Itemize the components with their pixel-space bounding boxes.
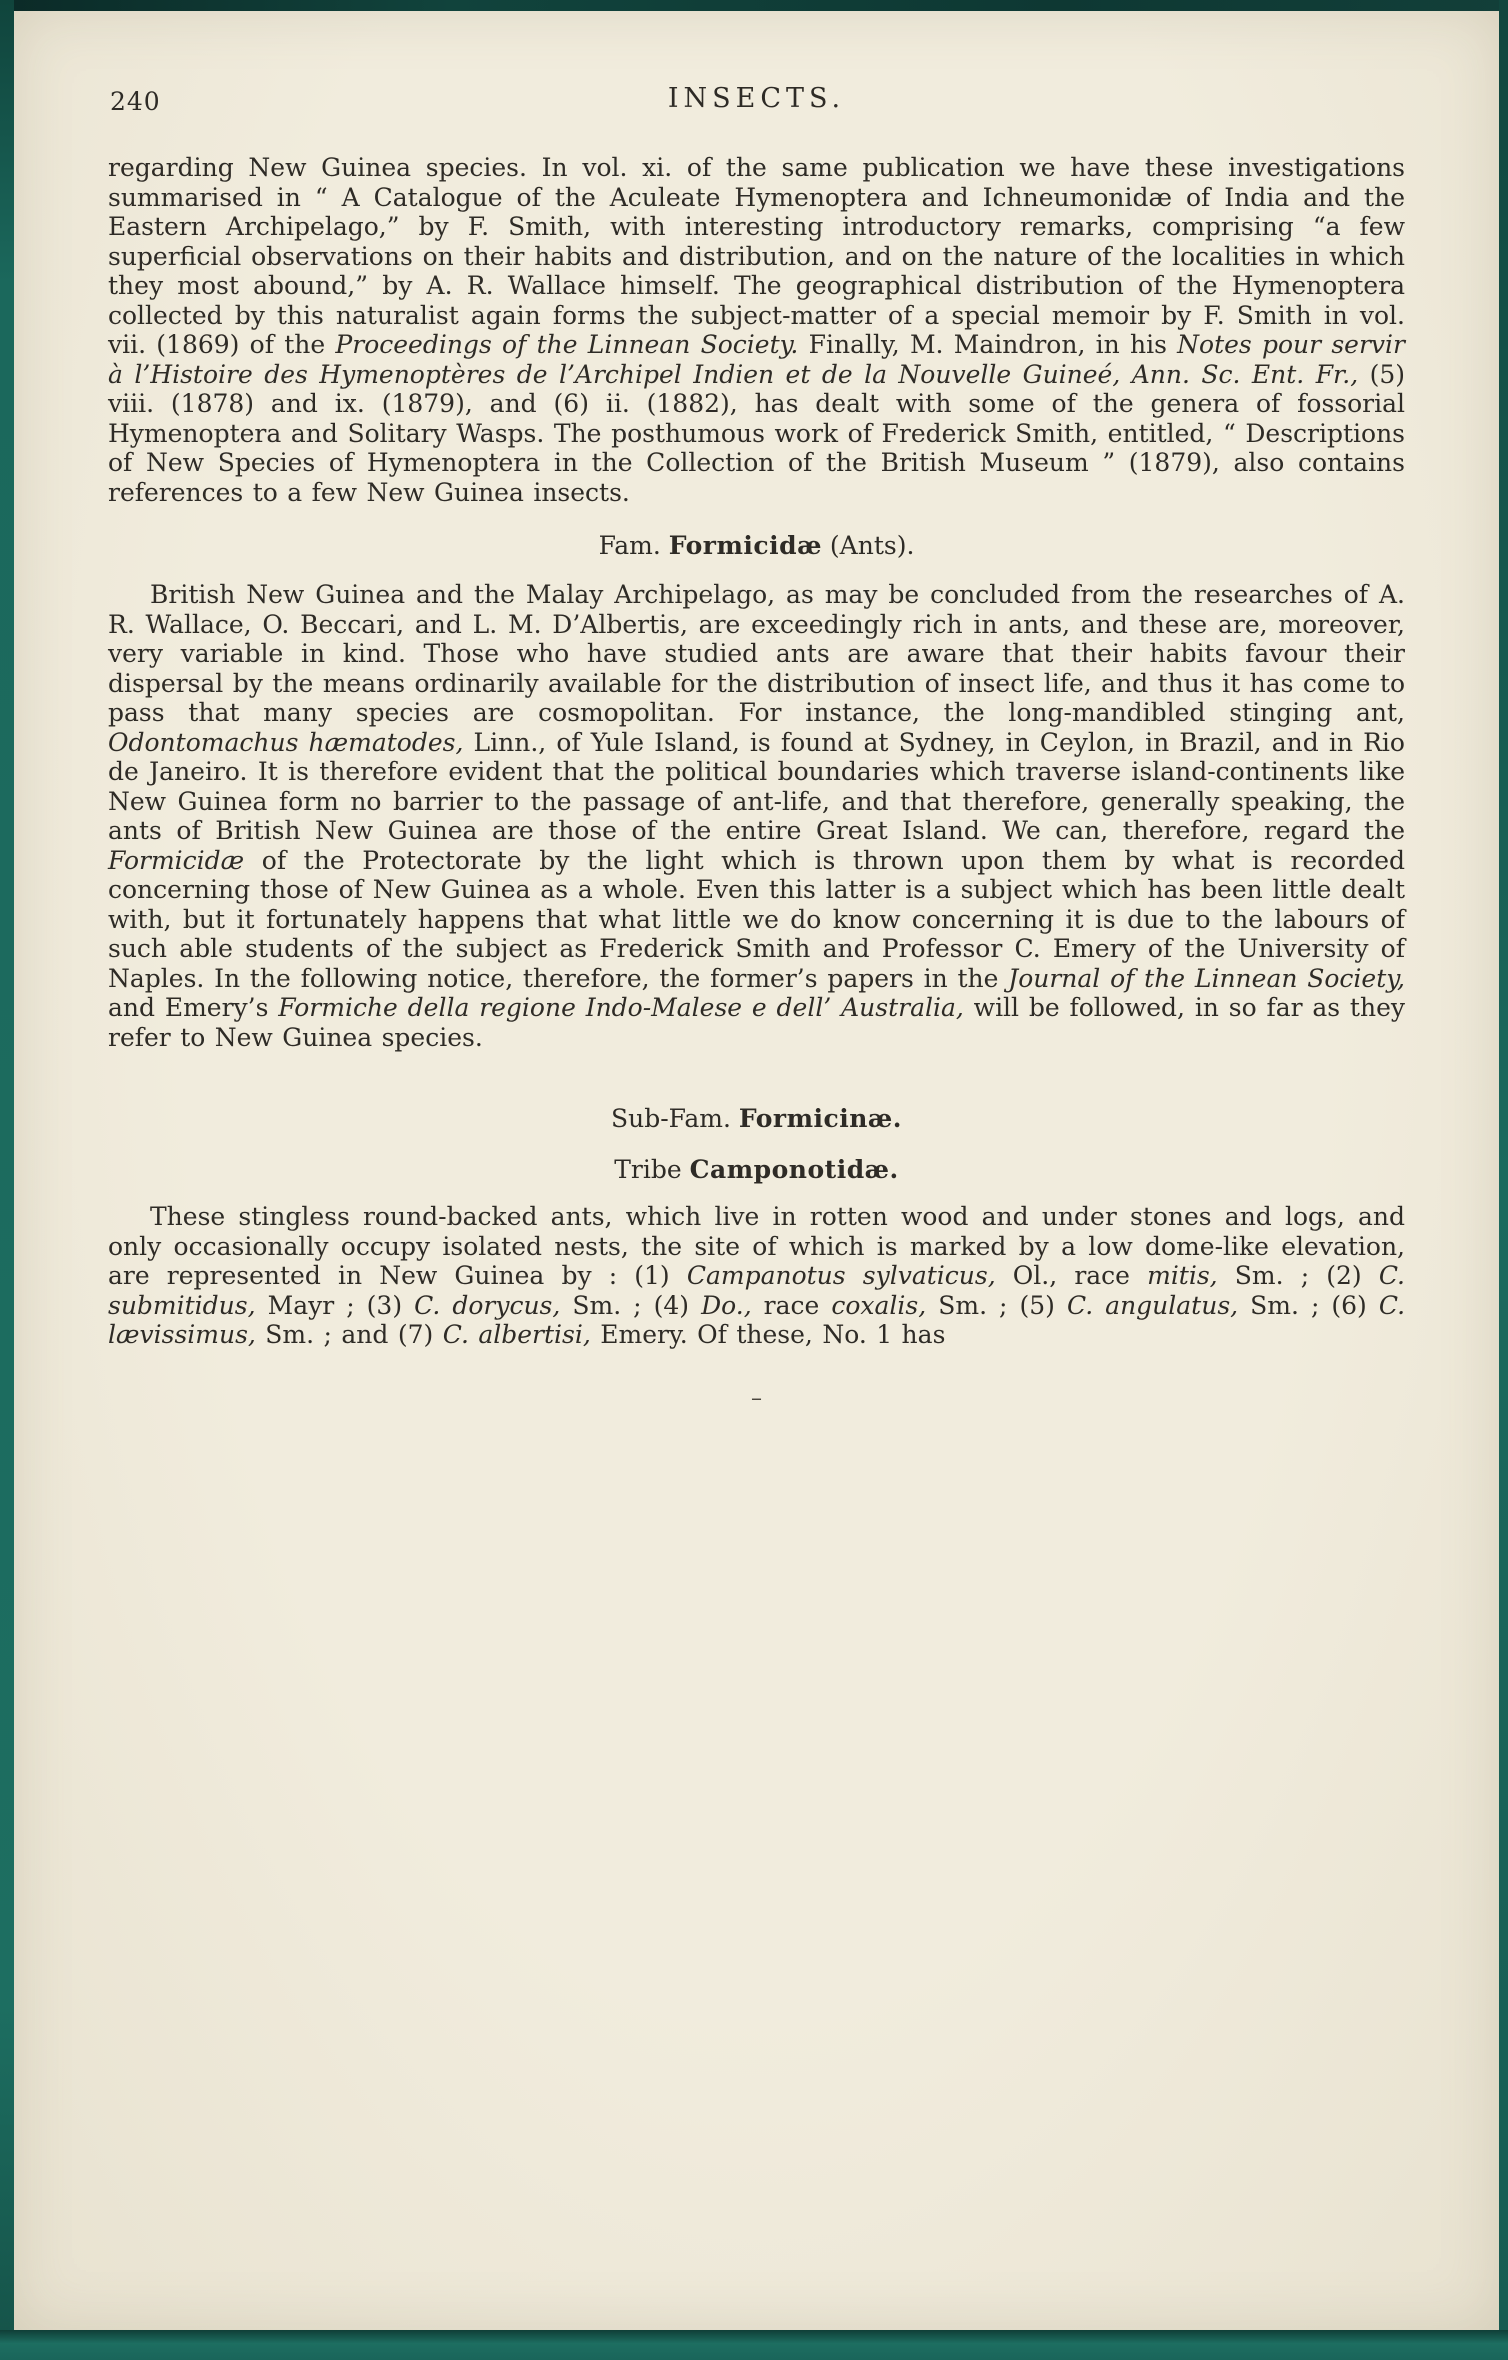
heading-fam-prefix: Fam.	[598, 531, 669, 560]
heading-subfam-formicinae	[108, 1104, 1405, 1133]
paragraph-ants-overview: British New Guinea and the Malay Archipelago, as may be concluded from the researches of A. R. Wallace, O. Beccari, and L. M. D’Albertis, are exceedingly rich in ants, and these are, moreover, very variable in kind. Those who have studied ants are aware that their habits favour their dispersal by the means ordinarily available for the distribution of insect life, and thus it has come to pass that many species are cosmopolitan. For instance, the long-mandibled stinging ant, Odontomachus hæmatodes, Linn., of Yule Island, is found at Sydney, in Ceylon, in Brazil, and in Rio de Janeiro. It is therefore evident that the political boundaries which traverse island-continents like New Guinea form no barrier to the passage of ant-life, and that therefore, generally speaking, the ants of British New Guinea are those of the entire Great Island. We can, therefore, regard the Formicidæ of the Protectorate by the light which is thrown upon them by what is recorded concerning those of New Guinea as a whole. Even this latter is a subject which has been little dealt with, but it fortunately happens that what little we do know concerning it is due to the labours of such able students of the subject as Frederick Smith and Professor C. Emery of the University of Naples. In the following notice, therefore, the former’s papers in the Journal of the Linnean Society, and Emery’s Formiche della regione Indo-Malese e dell’ Australia, will be followed, in so far as they refer to New Guinea species.	[108, 580, 1405, 1052]
scan-edge-bottom	[0, 2330, 1508, 2360]
heading-tribe-name: Camponotidæ.	[689, 1155, 899, 1184]
heading-fam-suffix: (Ants).	[821, 531, 915, 560]
scan-edge-top	[0, 0, 1508, 11]
paragraph-hymenoptera-literature: regarding New Guinea species. In vol. xi. of the same publication we have these investigations summarised in “ A Catalogue of the Aculeate Hymenoptera and Ichneumonidæ of India and the Eastern Archipelago,” by F. Smith, with interesting introductory remarks, comprising “a few superficial observations on their habits and distribution, and on the nature of the localities in which they most abound,” by A. R. Wallace himself. The geographical distribution of the Hymenoptera collected by this naturalist again forms the subject-matter of a special memoir by F. Smith in vol. vii. (1869) of the Proceedings of the Linnean Society. Finally, M. Maindron, in his Notes pour servir à l’Histoire des Hymenoptères de l’Archipel Indien et de la Nouvelle Guineé, Ann. Sc. Ent. Fr., (5) viii. (1878) and ix. (1879), and (6) ii. (1882), has dealt with some of the genera of fossorial Hymenoptera and Solitary Wasps. The posthumous work of Frederick Smith, entitled, “ Descriptions of New Species of Hymenoptera in the Collection of the British Museum ” (1879), also contains references to a few New Guinea insects.	[108, 153, 1405, 507]
end-mark: –	[751, 1385, 762, 1411]
paragraph-camponotidae-species: These stingless round-backed ants, which live in rotten wood and under stones and logs, and only occasionally occupy isolated nests, the site of which is marked by a low dome-like elevation, are represented in New Guinea by : (1) Campanotus sylvaticus, Ol., race mitis, Sm. ; (2) C. submitidus, Mayr ; (3) C. dorycus, Sm. ; (4) Do., race coxalis, Sm. ; (5) C. angulatus, Sm. ; (6) C. lævissimus, Sm. ; and (7) C. albertisi, Emery. Of these, No. 1 has	[108, 1202, 1406, 1349]
heading-fam-formicidae	[108, 531, 1405, 560]
page-header	[108, 83, 1405, 119]
heading-tribe-camponotidae	[108, 1155, 1405, 1184]
heading-fam-name: Formicidæ	[668, 531, 822, 560]
page-paper	[14, 11, 1499, 2330]
running-title: INSECTS.	[667, 83, 846, 114]
heading-tribe-prefix: Tribe	[614, 1155, 690, 1184]
scan-edge-left	[0, 0, 14, 2360]
heading-subfam-prefix: Sub-Fam.	[611, 1104, 739, 1133]
scan-edge-right	[1499, 0, 1508, 2360]
page-number: 240	[110, 87, 161, 116]
heading-subfam-name: Formicinæ.	[738, 1104, 902, 1133]
